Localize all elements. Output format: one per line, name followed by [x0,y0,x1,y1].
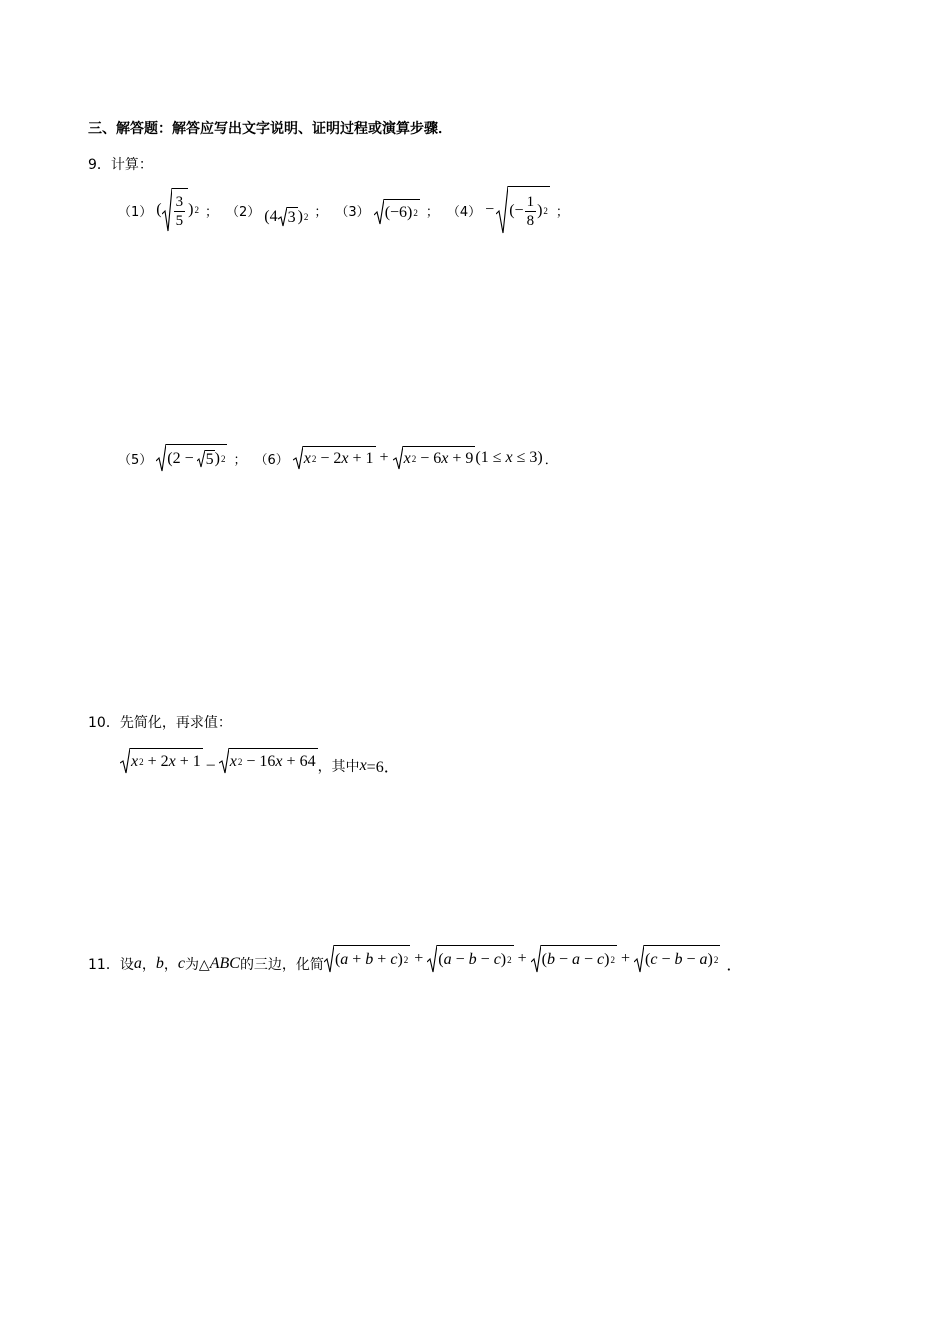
q9-item5-sep: ； [233,452,247,468]
section-heading: 三、解答题：解答应写出文字说明、证明过程或演算步骤． [88,121,452,137]
q9-item6-label: （6） [254,452,289,468]
q9-item2-expr: (4 3 ) 2 [264,208,309,226]
q10-condition-value: =6． [366,759,400,776]
q9-stem: 9．计算： [88,157,153,173]
q10-stem: 10．先简化，再求值： [88,715,232,731]
q11-var-b: b [155,954,164,972]
q11-mid: 为△ [184,956,210,973]
q11-tail: 的三边，化简 [239,956,324,973]
q9-item4-expr: − (− $\frac{1}{8}$ ) 2 [485,186,550,234]
q11-expr: ( a + b + c ) 2 + ( a − b − c ) 2 + ( b − a − c ) 2 + ( c − b − a ) 2 [324,945,720,973]
q9-item5-expr: (2 − 5 ) 2 [156,444,227,472]
q9-item2-label: （2） [225,204,261,220]
q9-item4-sep: ； [555,204,569,220]
q9-item6-expr: x 2 − 2 x + 1 + x 2 − 6 x + 9 (1 ≤ x ≤ 3) [293,446,543,470]
q11-var-a: a [133,954,142,972]
q9-item1-sep: ； [204,204,218,220]
q9-row-1 [118,186,577,234]
q9-item2-sep: ； [314,204,328,220]
q11-var-c: c [177,954,185,972]
q11-triangle: ABC [209,954,240,972]
q10-expr: x 2 + 2 x + 1 – x 2 − 16 x + 64 ，其中 x =6． [120,744,400,777]
q9-item3-label: （3） [335,204,370,220]
q9-item6-sep: ． [544,452,558,468]
q9-row-2 [118,444,566,472]
q9-item5-label: （5） [118,452,153,468]
q9-item3-expr: (−6) 2 [374,199,420,225]
q10-condition-var: x [359,756,367,774]
q11-end: ． [726,957,743,974]
q11-stem: 11．设 [88,956,134,973]
q9-item1-expr: ( $\frac{3}{5}$ ) 2 [156,188,199,232]
q9-item4-label: （4） [446,204,482,220]
q9-item3-sep: ； [425,204,439,220]
q11-line: 11．设 a ， b ， c 为△ ABC 的三边，化简 ( a + b + c ) 2 + ( a − b − c ) 2 + ( b − a − c ) 2 + ( c − b − a ) 2 ． [88,942,742,975]
q10-condition-prefix: ，其中 [317,758,360,775]
q9-item1-label: （1） [118,204,153,220]
